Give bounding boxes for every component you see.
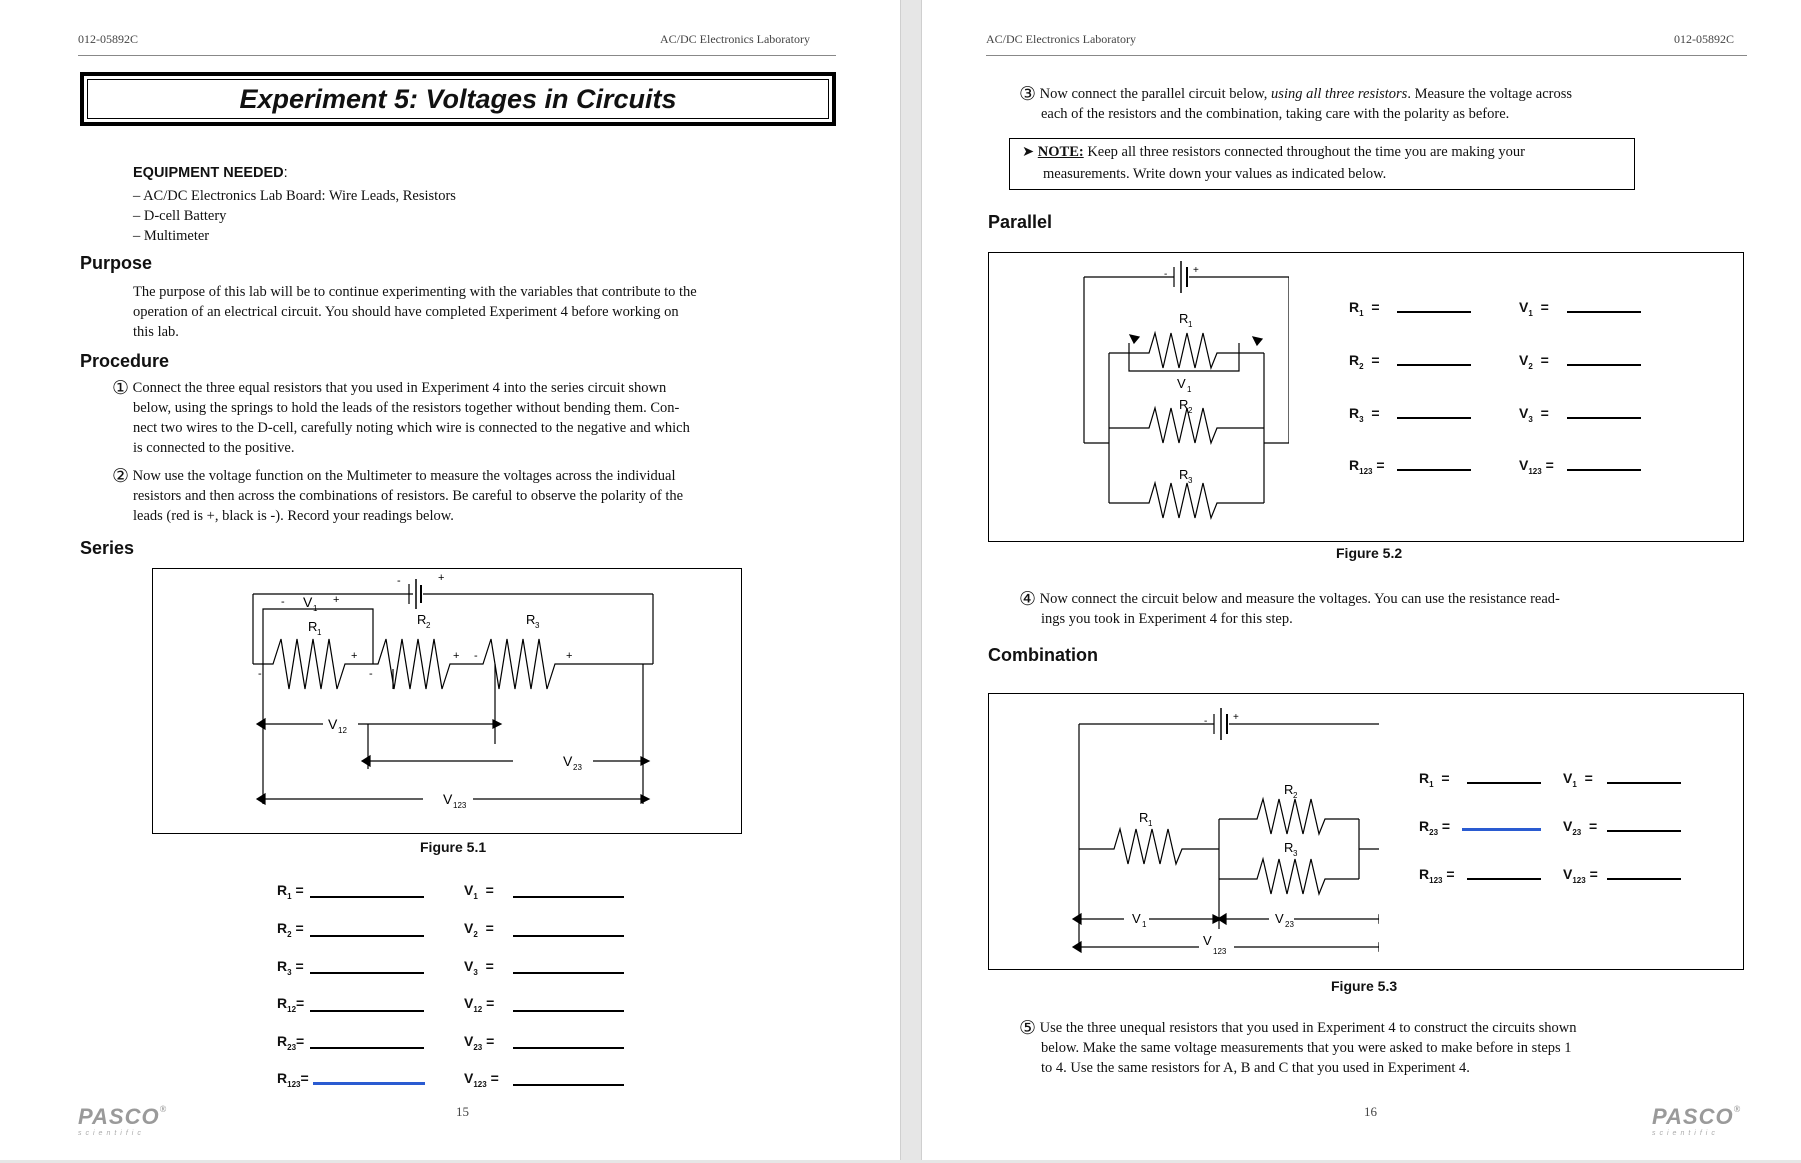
step-2-line: Now use the voltage function on the Multimeter to measure the voltages across the individual xyxy=(132,468,676,484)
v23-sub: 23 xyxy=(1285,920,1294,929)
fig2-blank-r1[interactable] xyxy=(1397,311,1471,313)
answer-label-r12: $R_{12}=$ xyxy=(277,995,305,1014)
r1-sub: 1 xyxy=(317,628,322,637)
answer-label-r2: $R_2$ = xyxy=(277,920,304,939)
resistor-r1 xyxy=(253,639,363,689)
v1-label: V xyxy=(1177,376,1186,391)
step-5 xyxy=(1019,1018,1679,1078)
r3-label: R xyxy=(1179,467,1189,482)
r1-minus-label: - xyxy=(258,668,262,680)
fig3-blank-r23[interactable] xyxy=(1462,828,1541,831)
answer-label-v12: $V_{12}$ = xyxy=(464,995,495,1014)
r3-label: R xyxy=(526,612,536,627)
arrowhead xyxy=(493,720,501,728)
r1-sub: 1 xyxy=(1148,819,1153,828)
fig3-blank-v23[interactable] xyxy=(1607,830,1681,832)
answer-blank-v23[interactable] xyxy=(513,1047,624,1049)
step-3-text: . Measure the voltage across xyxy=(1407,86,1573,102)
equipment-colon: : xyxy=(283,165,288,181)
v123-sub: 123 xyxy=(453,801,467,810)
r2-plus-label: + xyxy=(453,650,460,662)
fig3-label-v23: $V_{23}$ = xyxy=(1563,818,1598,837)
fig3-blank-v123[interactable] xyxy=(1607,878,1681,880)
parallel-heading: Parallel xyxy=(988,212,1053,232)
arrowhead xyxy=(641,757,649,765)
fig3-label-r1: $R_1$ = xyxy=(1419,770,1450,789)
step-5-number: ⑤ xyxy=(1019,1018,1037,1039)
series-heading: Series xyxy=(80,538,135,558)
v123-label: V xyxy=(1203,933,1212,948)
step-1-line: is connected to the positive. xyxy=(133,440,295,456)
purpose-line: The purpose of this lab will be to continue experimenting with the variables that contribute to the xyxy=(133,284,697,300)
arrowhead xyxy=(1253,337,1262,345)
r2-sub: 2 xyxy=(1188,406,1193,415)
r1-label: R xyxy=(1139,810,1149,825)
registered-mark: ® xyxy=(1733,1104,1741,1114)
combination-heading: Combination xyxy=(988,645,1098,665)
step-3 xyxy=(1019,84,1679,124)
v1-label: V xyxy=(1132,911,1141,926)
figure-5-1-caption: Figure 5.1 xyxy=(420,839,487,855)
r2-sub: 2 xyxy=(1293,791,1298,800)
parallel-circuit-diagram xyxy=(989,253,1289,543)
header-doc-number: 012-05892C xyxy=(78,32,138,46)
page-number: 15 xyxy=(456,1104,469,1119)
fig3-label-r123: $R_{123}$ = xyxy=(1419,866,1455,885)
resistor-r3 xyxy=(468,639,653,689)
fig2-label-v2: $V_2$ = xyxy=(1519,352,1549,371)
fig3-blank-v1[interactable] xyxy=(1607,782,1681,784)
v12-sub: 12 xyxy=(338,726,347,735)
equipment-list xyxy=(133,186,456,246)
r1-label: R xyxy=(1179,311,1189,326)
purpose-heading: Purpose xyxy=(80,253,153,273)
answer-blank-v12[interactable] xyxy=(513,1010,624,1012)
page-gap xyxy=(901,0,921,1163)
header-lab-title: AC/DC Electronics Laboratory xyxy=(660,32,810,46)
arrowhead xyxy=(641,795,649,803)
answer-label-v23: $V_{23}$ = xyxy=(464,1033,495,1052)
arrowhead xyxy=(362,756,370,766)
v1-sub: 1 xyxy=(1142,920,1147,929)
r1-plus-label: + xyxy=(351,650,358,662)
step-5-line: below. Make the same voltage measurements that you were asked to make before in steps 1 xyxy=(1041,1040,1572,1056)
v1-sub: 1 xyxy=(313,604,318,613)
pasco-logo-sub: scientific xyxy=(1652,1130,1719,1137)
step-2-line: leads (red is +, black is -). Record your readings below. xyxy=(133,508,454,524)
r2-label: R xyxy=(1179,397,1189,412)
step-2-number: ② xyxy=(112,466,130,487)
fig2-blank-r3[interactable] xyxy=(1397,417,1471,419)
v1-sub: 1 xyxy=(1187,385,1192,394)
v1-minus-label: - xyxy=(281,596,285,608)
battery-plus-label: + xyxy=(1233,712,1239,723)
arrowhead xyxy=(257,719,265,729)
header-rule xyxy=(78,55,836,56)
r2-minus-label: - xyxy=(369,668,373,680)
r2-label: R xyxy=(417,612,427,627)
registered-mark: ® xyxy=(159,1104,167,1114)
step-1-number: ① xyxy=(112,378,130,399)
fig2-label-v1: $V_1$ = xyxy=(1519,299,1549,318)
fig2-blank-v123[interactable] xyxy=(1567,469,1641,471)
v123-label: V xyxy=(443,791,453,807)
header-lab-title: AC/DC Electronics Laboratory xyxy=(986,32,1136,46)
v23-label: V xyxy=(563,753,573,769)
purpose-text xyxy=(133,282,697,342)
step-1-line: Connect the three equal resistors that you used in Experiment 4 into the series circuit shown xyxy=(132,380,667,396)
pasco-logo xyxy=(1652,1104,1740,1137)
fig3-label-v123: $V_{123}$ = xyxy=(1563,866,1598,885)
resistor-r2 xyxy=(1219,799,1359,834)
purpose-line: this lab. xyxy=(133,324,179,340)
r1-sub: 1 xyxy=(1188,320,1193,329)
procedure-heading: Procedure xyxy=(80,351,170,371)
figure-5-1 xyxy=(152,568,742,834)
battery-plus-label: + xyxy=(438,572,445,584)
page-number: 16 xyxy=(1364,1104,1377,1119)
step-2 xyxy=(112,466,752,526)
equipment-heading: EQUIPMENT NEEDED xyxy=(133,165,284,181)
answer-blank-v3[interactable] xyxy=(513,972,624,974)
note-arrow-icon: ➤ xyxy=(1022,144,1035,160)
answer-label-v3: $V_3$ = xyxy=(464,958,494,977)
fig2-label-r1: $R_1$ = xyxy=(1349,299,1380,318)
step-1-line: nect two wires to the D-cell, carefully noting which wire is connected to the negative and which xyxy=(133,420,690,436)
v123-sub: 123 xyxy=(1213,947,1227,956)
purpose-line: operation of an electrical circuit. You should have completed Experiment 4 before working on xyxy=(133,304,679,320)
fig3-blank-r1[interactable] xyxy=(1467,782,1541,784)
answer-label-r3: $R_3$ = xyxy=(277,958,304,977)
answer-label-r123: $R_{123}=$ xyxy=(277,1070,309,1089)
arrowhead xyxy=(1073,942,1081,952)
v12-label: V xyxy=(328,716,338,732)
equipment-item: – Multimeter xyxy=(133,228,210,244)
answer-label-r23: $R_{23}=$ xyxy=(277,1033,305,1052)
pasco-logo-sub: scientific xyxy=(78,1130,145,1137)
r3-plus-label: + xyxy=(566,650,573,662)
r3-label: R xyxy=(1284,840,1294,855)
answer-blank-v1[interactable] xyxy=(513,896,624,898)
page-16 xyxy=(921,0,1801,1160)
v23-label: V xyxy=(1275,911,1284,926)
answer-blank-r123[interactable] xyxy=(313,1082,425,1085)
step-3-text: Now connect the parallel circuit below, xyxy=(1039,86,1272,102)
combination-circuit-diagram xyxy=(989,694,1379,971)
answer-label-v1: $V_1$ = xyxy=(464,882,494,901)
note-line: Keep all three resistors connected throughout the time you are making your xyxy=(1087,144,1526,160)
resistor-r3 xyxy=(1109,483,1264,518)
r3-sub: 3 xyxy=(535,621,540,630)
equipment-item: – D-cell Battery xyxy=(133,208,227,224)
resistor-r3 xyxy=(1219,859,1359,894)
fig2-blank-v3[interactable] xyxy=(1567,417,1641,419)
page-15 xyxy=(0,0,901,1160)
step-4-number: ④ xyxy=(1019,589,1037,610)
answer-label-v2: $V_2$ = xyxy=(464,920,494,939)
fig2-label-r2: $R_2$ = xyxy=(1349,352,1380,371)
arrowhead xyxy=(1130,335,1139,343)
fig2-blank-v1[interactable] xyxy=(1567,311,1641,313)
step-2-line: resistors and then across the combinations of resistors. Be careful to observe the polarity of the xyxy=(133,488,684,504)
answer-blank-v2[interactable] xyxy=(513,935,624,937)
resistor-r2 xyxy=(363,639,468,689)
step-4-line: Now connect the circuit below and measure the voltages. You can use the resistance read- xyxy=(1039,591,1560,607)
r2-sub: 2 xyxy=(426,621,431,630)
battery-plus-label: + xyxy=(1193,265,1199,276)
r2-label: R xyxy=(1284,782,1294,797)
experiment-title-box xyxy=(80,72,836,126)
figure-5-2 xyxy=(988,252,1744,542)
r3-minus-label: - xyxy=(474,650,478,662)
v1-plus-label: + xyxy=(333,594,340,606)
pasco-logo xyxy=(78,1104,166,1137)
fig3-label-v1: $V_1$ = xyxy=(1563,770,1593,789)
step-1 xyxy=(112,378,752,458)
answer-blank-r12[interactable] xyxy=(310,1010,424,1012)
step-4-line: ings you took in Experiment 4 for this step. xyxy=(1041,611,1293,627)
battery-minus-label: - xyxy=(1164,269,1168,280)
answer-blank-r1[interactable] xyxy=(310,896,424,898)
fig2-label-v123: $V_{123}$ = xyxy=(1519,457,1554,476)
resistor-r2 xyxy=(1109,408,1264,443)
note-box xyxy=(1009,138,1635,190)
v23-sub: 23 xyxy=(573,763,582,772)
resistor-r1 xyxy=(1079,829,1219,864)
figure-5-3 xyxy=(988,693,1744,970)
step-4 xyxy=(1019,589,1679,629)
r3-sub: 3 xyxy=(1293,849,1298,858)
fig3-blank-r123[interactable] xyxy=(1467,878,1541,880)
answer-blank-r23[interactable] xyxy=(310,1047,424,1049)
step-5-line: to 4. Use the same resistors for A, B and C that you used in Experiment 4. xyxy=(1041,1060,1470,1076)
answer-label-r1: $R_1$ = xyxy=(277,882,304,901)
answer-blank-r3[interactable] xyxy=(310,972,424,974)
header-doc-number: 012-05892C xyxy=(1674,32,1734,46)
fig2-blank-r123[interactable] xyxy=(1397,469,1471,471)
step-3-number: ③ xyxy=(1019,84,1037,105)
fig2-blank-r2[interactable] xyxy=(1397,364,1471,366)
step-1-line: below, using the springs to hold the leads of the resistors together without bending them. Con- xyxy=(133,400,680,416)
fig2-label-v3: $V_3$ = xyxy=(1519,405,1549,424)
step-5-line: Use the three unequal resistors that you used in Experiment 4 to construct the circuits shown xyxy=(1039,1020,1577,1036)
r1-label: R xyxy=(308,619,318,634)
fig3-label-r23: $R_{23}$ = xyxy=(1419,818,1451,837)
step-3-emphasis: using all three resistors xyxy=(1271,86,1408,102)
experiment-title: Experiment 5: Voltages in Circuits xyxy=(239,83,677,114)
series-circuit-diagram xyxy=(153,569,743,835)
battery-minus-label: - xyxy=(397,575,401,587)
fig2-label-r123: $R_{123}$ = xyxy=(1349,457,1385,476)
equipment-heading-wrap xyxy=(133,165,288,181)
answer-blank-r2[interactable] xyxy=(310,935,424,937)
arrowhead xyxy=(257,794,265,804)
fig2-label-r3: $R_3$ = xyxy=(1349,405,1380,424)
battery-minus-label: - xyxy=(1204,716,1208,727)
note-line: measurements. Write down your values as indicated below. xyxy=(1043,166,1387,182)
fig2-blank-v2[interactable] xyxy=(1567,364,1641,366)
r3-sub: 3 xyxy=(1188,476,1193,485)
answer-blank-v123[interactable] xyxy=(513,1084,624,1086)
equipment-item: – AC/DC Electronics Lab Board: Wire Leads, Resistors xyxy=(133,188,456,204)
figure-5-3-caption: Figure 5.3 xyxy=(1331,978,1398,994)
v1-label: V xyxy=(303,594,313,610)
note-label: NOTE: xyxy=(1037,144,1084,160)
arrowhead xyxy=(1073,914,1081,924)
header-rule xyxy=(986,55,1747,56)
step-3-line: each of the resistors and the combination, taking care with the polarity as before. xyxy=(1041,106,1510,122)
answer-label-v123: $V_{123}$ = xyxy=(464,1070,499,1089)
pasco-logo-text: PASCO xyxy=(78,1104,160,1129)
pasco-logo-text: PASCO xyxy=(1652,1104,1734,1129)
figure-5-2-caption: Figure 5.2 xyxy=(1336,545,1403,561)
